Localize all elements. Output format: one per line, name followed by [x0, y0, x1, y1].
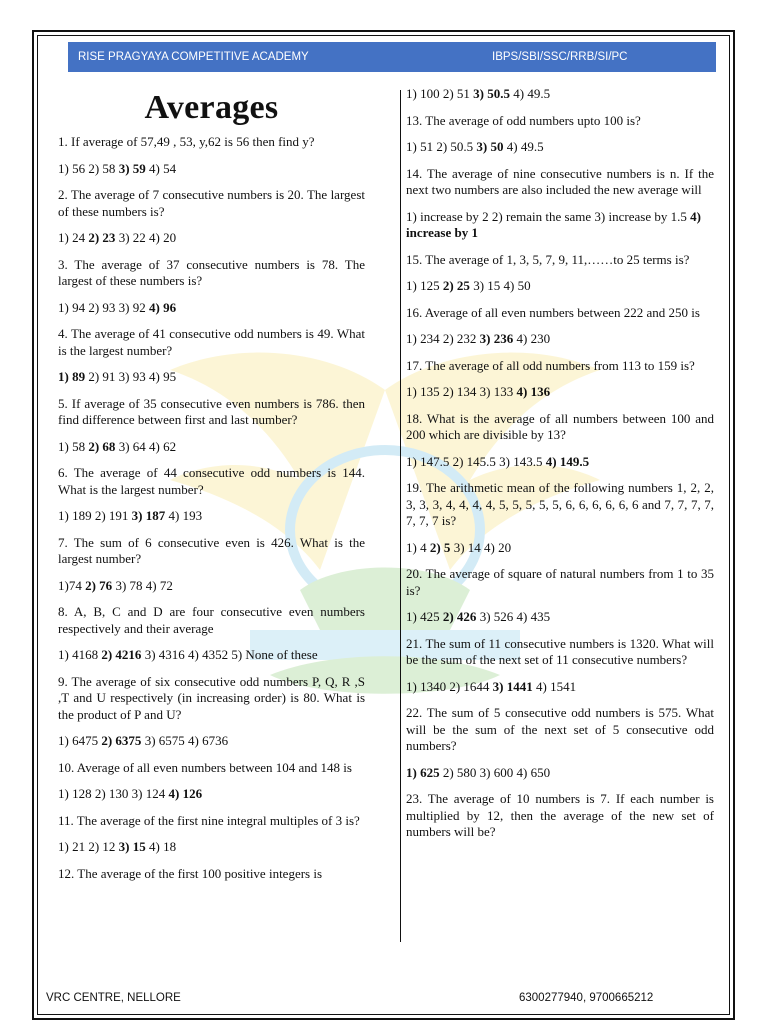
question-text: 11. The average of the first nine integral multiples of 3 is? [58, 812, 360, 828]
option-text: 1) 128 2) 130 3) 124 [58, 786, 169, 801]
correct-option: 2) 76 [85, 577, 113, 593]
option-text: 3) 15 4) 50 [469, 278, 531, 293]
footer-centre: VRC CENTRE, NELLORE [46, 992, 181, 1004]
option-text: 1) 234 2) 232 [406, 331, 480, 346]
correct-option: 3) 1441 [492, 678, 533, 694]
answer-options [58, 508, 365, 525]
option-text: 3) 64 4) 62 [115, 438, 177, 454]
answer-options [406, 209, 714, 242]
correct-option: 2) 6375 [101, 733, 142, 748]
question-text: 6. The average of 44 consecutive odd numbers is 144. What is the largest number? [58, 465, 365, 497]
correct-option: 3) 236 [479, 331, 514, 346]
option-text: 1) 189 2) 191 [58, 508, 132, 523]
question-text: 10. Average of all even numbers between 104 and 148 is [58, 759, 352, 775]
option-text: 1)74 [58, 577, 86, 593]
option-text: 4) 1541 [532, 678, 577, 694]
option-text: 1) 425 [406, 609, 443, 624]
option-text: 3) 6575 4) 6736 [141, 733, 229, 748]
question-text: 17. The average of all odd numbers from 113 to 159 is? [406, 357, 695, 373]
answer-options [406, 86, 714, 103]
answer-options [406, 679, 714, 696]
option-text: 1) 24 [58, 230, 89, 245]
answer-options [406, 278, 714, 295]
question-text: 4. The average of 41 consecutive odd numbers is 49. What is the largest number? [58, 326, 365, 358]
option-text: 1) increase by 2 2) remain the same 3) increase by 1.5 [406, 208, 691, 224]
correct-option: 2) 23 [88, 230, 116, 245]
correct-option: 4) 149.5 [545, 453, 590, 469]
option-text: 2) 91 3) 93 4) 95 [85, 369, 177, 384]
option-text: 2) 58 [88, 160, 119, 176]
correct-option: 3) 50.5 [473, 86, 511, 101]
question-text: 14. The average of nine consecutive numbers is n. If the next two numbers are also included the new average will [406, 165, 714, 197]
question-text: 18. What is the average of all numbers between 100 and 200 which are divisible by 13? [406, 410, 714, 442]
answer-options [58, 786, 365, 803]
option-text: 1) 125 [406, 278, 443, 293]
answer-options [406, 139, 714, 156]
option-text: 3) 22 4) 20 [115, 230, 177, 245]
answer-options [406, 331, 714, 348]
option-text: 1) 4 [406, 539, 430, 555]
question-text: 7. The sum of 6 consecutive even is 426. What is the largest number? [58, 534, 365, 566]
correct-option: 2) 68 [88, 438, 116, 454]
answer-options [58, 839, 365, 856]
column-divider [400, 90, 401, 942]
question-text: 22. The sum of 5 consecutive odd numbers is 575. What will be the sum of the next set of 5 consecutive odd numbers? [406, 705, 714, 753]
answer-options [58, 161, 365, 178]
option-text: 2) 580 3) 600 4) 650 [439, 764, 551, 780]
exam-list: IBPS/SBI/SSC/RRB/SI/PC [492, 51, 628, 63]
option-text: 1) 135 2) 134 3) 133 [406, 384, 517, 399]
question-text: 8. A, B, C and D are four consecutive even numbers respectively and their average [58, 604, 365, 636]
correct-option: 4) 96 [149, 299, 177, 315]
correct-option: 3) 59 [118, 160, 146, 176]
correct-option: 3) 187 [131, 508, 166, 523]
option-text: 3) 4316 4) 4352 5) None of these [141, 647, 318, 662]
option-text: 4) 54 [145, 160, 177, 176]
answer-options [406, 454, 714, 471]
question-text: 20. The average of square of natural numbers from 1 to 35 is? [406, 566, 714, 598]
option-text: 1) 6475 [58, 733, 102, 748]
left-column [58, 86, 365, 892]
option-text: 4) 193 [165, 508, 203, 523]
question-text: 19. The arithmetic mean of the following numbers 1, 2, 2, 3, 3, 3, 4, 4, 4, 4, 5, 5, 5, 5, 5, 6, 6, 6, 6, 6, 6 and 7, 7, 7, 7, 7, 7, 7 is? [406, 480, 714, 528]
option-text: 1) 51 2) 50.5 [406, 139, 477, 154]
option-text: 3) 526 4) 435 [476, 609, 551, 624]
option-text: 1) 94 2) 93 3) 92 [58, 299, 149, 315]
answer-options [58, 230, 365, 247]
correct-option: 3) 15 [118, 839, 146, 854]
option-text: 1) 1340 2) 1644 [406, 678, 493, 694]
option-text: 1) 147.5 2) 145.5 3) 143.5 [406, 453, 546, 469]
question-text: 2. The average of 7 consecutive numbers is 20. The largest of these numbers is? [58, 187, 365, 219]
right-question-list [406, 86, 714, 841]
option-text: 1) 4168 [58, 647, 102, 662]
answer-options [58, 300, 365, 317]
correct-option: 2) 4216 [101, 647, 142, 662]
answer-options [406, 540, 714, 557]
option-text: 3) 14 4) 20 [450, 539, 512, 555]
question-text: 9. The average of six consecutive odd numbers P, Q, R ,S ,T and U respectively (in increasing order) is 80. What is the product of P and U? [58, 673, 365, 722]
question-text: 13. The average of odd numbers upto 100 is? [406, 112, 641, 128]
correct-option: 1) 625 [406, 764, 440, 780]
question-text: 1. If average of 57,49 , 53, y,62 is 56 then find y? [58, 134, 315, 149]
answer-options [406, 765, 714, 782]
correct-option: 1) 89 [58, 369, 86, 384]
option-text: 4) 230 [513, 331, 551, 346]
option-text: 3) 78 4) 72 [112, 577, 173, 593]
correct-option: 4) 126 [168, 786, 203, 801]
option-text: 4) 49.5 [510, 86, 551, 101]
answer-options [58, 647, 365, 664]
answer-options [58, 578, 365, 595]
correct-option: 4) increase by 1 [406, 208, 701, 240]
correct-option: 2) 25 [442, 278, 470, 293]
option-text: 1) 58 [58, 438, 89, 454]
option-text: 1) 100 2) 51 [406, 86, 474, 101]
answer-options [58, 439, 365, 456]
option-text: 4) 18 [145, 839, 177, 854]
footer-phones: 6300277940, 9700665212 [519, 992, 654, 1004]
question-text: 23. The average of 10 numbers is 7. If each number is multiplied by 12, then the average of the new set of numbers will be? [406, 791, 714, 839]
answer-options [58, 369, 365, 386]
left-question-list [58, 134, 365, 882]
option-text: 1) 56 [58, 160, 89, 176]
question-text: 21. The sum of 11 consecutive numbers is 1320. What will be the sum of the next set of 11 consecutive numbers? [406, 635, 714, 667]
correct-option: 3) 50 [476, 139, 504, 154]
question-text: 12. The average of the first 100 positive integers is [58, 865, 323, 881]
question-text: 16. Average of all even numbers between 222 and 250 is [406, 304, 700, 320]
academy-name: RISE PRAGYAYA COMPETITIVE ACADEMY [78, 51, 309, 63]
answer-options [406, 609, 714, 626]
answer-options [58, 733, 365, 750]
correct-option: 4) 136 [516, 384, 551, 399]
question-text: 15. The average of 1, 3, 5, 7, 9, 11,……to 25 terms is? [406, 251, 690, 267]
header-banner [68, 42, 716, 72]
right-column [406, 86, 714, 851]
question-text: 3. The average of 37 consecutive numbers is 78. The largest of these numbers is? [58, 256, 365, 288]
correct-option: 2) 426 [442, 609, 477, 624]
option-text: 4) 49.5 [503, 139, 544, 154]
correct-option: 2) 5 [429, 539, 451, 555]
option-text: 1) 21 2) 12 [58, 839, 119, 854]
page-title: Averages [144, 89, 279, 126]
answer-options [406, 384, 714, 401]
question-text: 5. If average of 35 consecutive even numbers is 786. then find difference between first and last number? [58, 395, 365, 427]
